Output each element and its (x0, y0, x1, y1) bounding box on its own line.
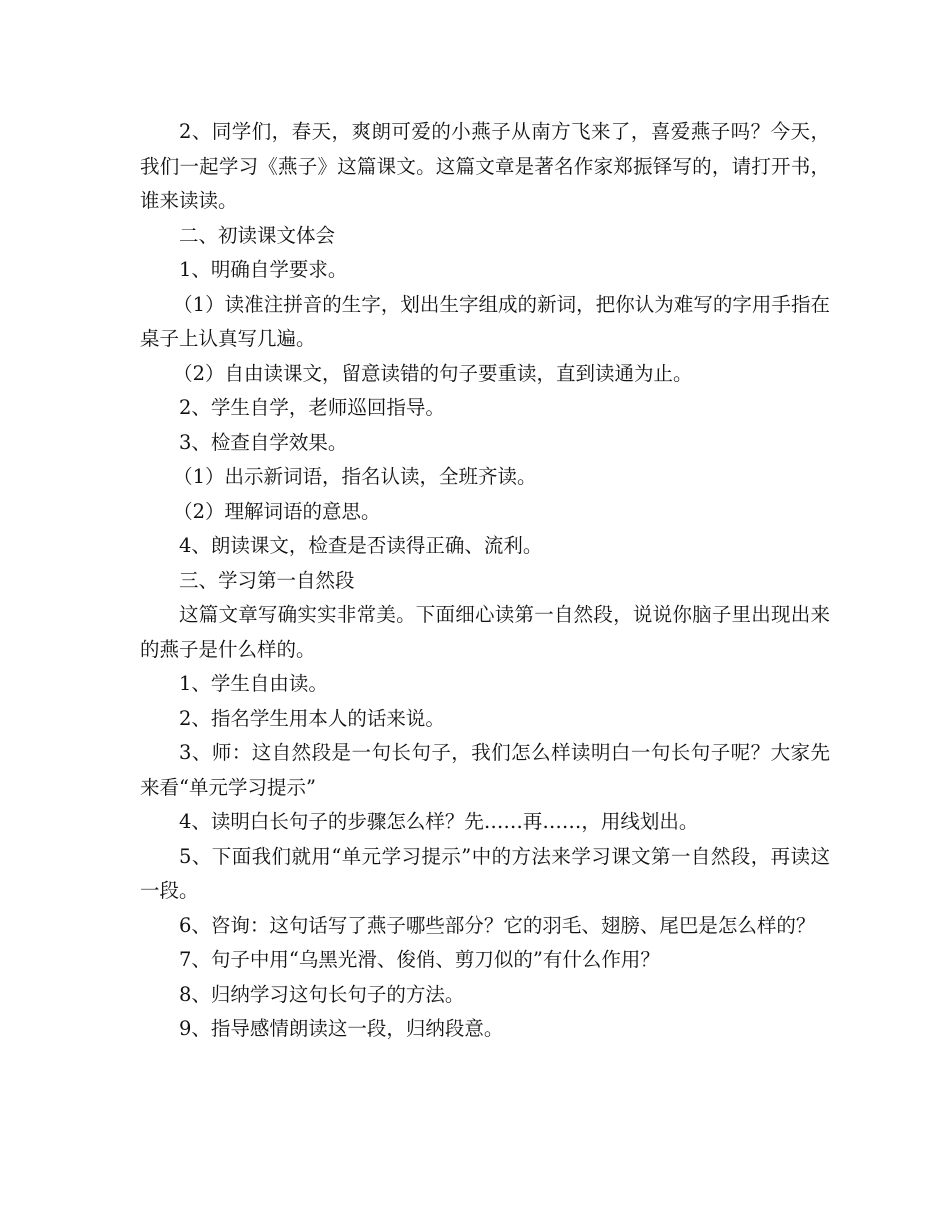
paragraph: 这篇文章写确实实非常美。下面细心读第一自然段，说说你脑子里出现出来的燕子是什么样的。 (140, 603, 830, 661)
document-body (140, 115, 830, 1047)
sub-list-item: （2）理解词语的意思。 (173, 499, 381, 523)
list-item: 6、咨询：这句话写了燕子哪些部分？它的羽毛、翅膀、尾巴是怎么样的？ (179, 913, 816, 937)
list-item: 2、指名学生用本人的话来说。 (179, 706, 445, 730)
list-item: 4、读明白长句子的步骤怎么样？先……再……，用线划出。 (179, 810, 699, 833)
list-item: 7、句子中用“乌黑光滑、俊俏、剪刀似的”有什么作用？ (179, 948, 660, 971)
section-heading-3: 三、学习第一自然段 (179, 568, 355, 592)
list-item: 9、指导感情朗读这一段，归纳段意。 (179, 1017, 504, 1040)
paragraph-intro: 2、同学们，春天，爽朗可爱的小燕子从南方飞来了，喜爱燕子吗？今天，我们一起学习《燕子》这篇课文。这篇文章是著名作家郑振铎写的，请打开书，谁来读读。 (140, 120, 830, 212)
list-item: 3、检查自学效果。 (179, 430, 348, 454)
list-item: 5、下面我们就用“单元学习提示”中的方法来学习课文第一自然段，再读这一段。 (140, 844, 830, 902)
list-item: 4、朗读课文，检查是否读得正确、流利。 (179, 534, 543, 557)
sub-list-item: （1）读准注拼音的生字，划出生字组成的新词，把你认为难写的字用手指在桌子上认真写几遍。 (140, 292, 830, 350)
sub-list-item: （2）自由读课文，留意读错的句子要重读，直到读通为止。 (173, 361, 693, 385)
list-item: 8、归纳学习这句长句子的方法。 (179, 982, 465, 1006)
list-item: 2、学生自学，老师巡回指导。 (179, 396, 445, 419)
section-heading-2: 二、初读课文体会 (179, 223, 336, 247)
sub-list-item: （1）出示新词语，指名认读，全班齐读。 (173, 465, 537, 488)
list-item: 1、学生自由读。 (179, 672, 328, 695)
list-item: 1、明确自学要求。 (179, 258, 348, 281)
list-item: 3、师：这自然段是一句长句子，我们怎么样读明白一句长句子呢？大家先来看“单元学习提示” (140, 741, 830, 799)
